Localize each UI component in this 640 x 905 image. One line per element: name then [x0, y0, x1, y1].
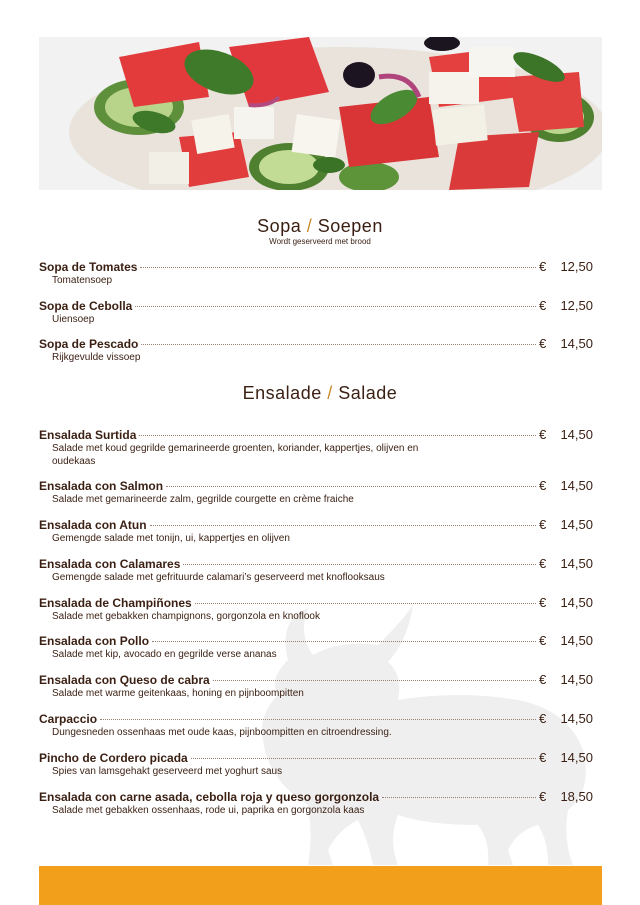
item-description: Uiensoep	[52, 314, 95, 325]
salad-photo	[39, 37, 602, 190]
menu-item	[39, 478, 593, 506]
leader-dots	[150, 525, 536, 526]
menu-item	[39, 336, 593, 364]
item-price: 14,50	[560, 517, 593, 532]
currency-symbol: €	[539, 336, 547, 351]
item-description: Salade met gebakken ossenhaas, rode ui, paprika en gorgonzola kaas	[52, 805, 365, 816]
leader-dots	[140, 267, 536, 268]
menu-item	[39, 789, 593, 817]
salad-title-spanish: Ensalade	[242, 383, 322, 403]
currency-symbol: €	[539, 672, 547, 687]
menu-item	[39, 633, 593, 661]
item-name: Ensalada con carne asada, cebolla roja y queso gorgonzola	[39, 790, 380, 804]
item-description: Salade met warme geitenkaas, honing en pijnboompitten	[52, 688, 304, 699]
currency-symbol: €	[539, 789, 547, 804]
item-name: Ensalada de Champiñones	[39, 596, 192, 610]
item-price: 14,50	[560, 633, 593, 648]
leader-dots	[100, 719, 536, 720]
currency-symbol: €	[539, 298, 547, 313]
item-price: 14,50	[560, 336, 593, 351]
salad-section-title	[0, 383, 640, 404]
menu-item	[39, 517, 593, 545]
leader-dots	[195, 603, 536, 604]
item-name: Sopa de Cebolla	[39, 299, 133, 313]
item-price: 14,50	[560, 750, 593, 765]
item-name: Pincho de Cordero picada	[39, 751, 188, 765]
currency-symbol: €	[539, 750, 547, 765]
item-price: 12,50	[560, 298, 593, 313]
item-name: Sopa de Tomates	[39, 260, 138, 274]
item-name: Ensalada con Salmon	[39, 479, 164, 493]
item-name: Ensalada Surtida	[39, 428, 137, 442]
item-price: 18,50	[560, 789, 593, 804]
currency-symbol: €	[539, 711, 547, 726]
menu-item	[39, 750, 593, 778]
currency-symbol: €	[539, 595, 547, 610]
footer-bar	[39, 866, 602, 905]
item-price: 14,50	[560, 711, 593, 726]
item-name: Ensalada con Calamares	[39, 557, 181, 571]
item-description: Salade met kip, avocado en gegrilde verse ananas	[52, 649, 277, 660]
currency-symbol: €	[539, 259, 547, 274]
leader-dots	[183, 564, 536, 565]
currency-symbol: €	[539, 556, 547, 571]
soup-title-spanish: Sopa	[257, 216, 302, 236]
menu-item	[39, 672, 593, 700]
item-price: 14,50	[560, 556, 593, 571]
item-name: Ensalada con Queso de cabra	[39, 673, 210, 687]
leader-dots	[382, 797, 536, 798]
menu-item	[39, 259, 593, 287]
item-price: 14,50	[560, 672, 593, 687]
leader-dots	[135, 306, 536, 307]
item-description: Dungesneden ossenhaas met oude kaas, pijnboompitten en citroendressing.	[52, 727, 392, 738]
item-description: Salade met gemarineerde zalm, gegrilde courgette en crème fraiche	[52, 494, 354, 505]
item-name: Carpaccio	[39, 712, 98, 726]
title-slash: /	[327, 383, 333, 403]
menu-item	[39, 595, 593, 623]
leader-dots	[152, 641, 536, 642]
leader-dots	[191, 758, 536, 759]
item-description: Gemengde salade met gefrituurde calamari’s geserveerd met knoflooksaus	[52, 572, 385, 583]
leader-dots	[166, 486, 536, 487]
item-name: Ensalada con Pollo	[39, 634, 150, 648]
currency-symbol: €	[539, 427, 547, 442]
item-price: 12,50	[560, 259, 593, 274]
soup-section-subtitle: Wordt geserveerd met brood	[269, 237, 371, 246]
menu-item	[39, 556, 593, 584]
item-description: Rijkgevulde vissoep	[52, 352, 141, 363]
salad-title-dutch: Salade	[338, 383, 398, 403]
item-price: 14,50	[560, 427, 593, 442]
item-description: Spies van lamsgehakt geserveerd met yoghurt saus	[52, 766, 283, 777]
currency-symbol: €	[539, 633, 547, 648]
leader-dots	[213, 680, 536, 681]
soup-section-title	[0, 216, 640, 237]
item-price: 14,50	[560, 478, 593, 493]
currency-symbol: €	[539, 517, 547, 532]
item-description: Gemengde salade met tonijn, ui, kappertjes en olijven	[52, 533, 290, 544]
currency-symbol: €	[539, 478, 547, 493]
leader-dots	[141, 344, 536, 345]
title-slash: /	[306, 216, 313, 236]
leader-dots	[139, 435, 536, 436]
item-name: Ensalada con Atun	[39, 518, 147, 532]
item-description: Salade met gebakken champignons, gorgonzola en knoflook	[52, 611, 320, 622]
item-description: Salade met koud gegrilde gemarineerde groenten, koriander, kappertjes, olijven en oudekaas	[52, 443, 419, 467]
item-description: Tomatensoep	[52, 275, 113, 286]
menu-item	[39, 427, 593, 468]
soup-title-dutch: Soepen	[317, 216, 383, 236]
item-name: Sopa de Pescado	[39, 337, 139, 351]
item-price: 14,50	[560, 595, 593, 610]
menu-item	[39, 711, 593, 739]
menu-item	[39, 298, 593, 326]
